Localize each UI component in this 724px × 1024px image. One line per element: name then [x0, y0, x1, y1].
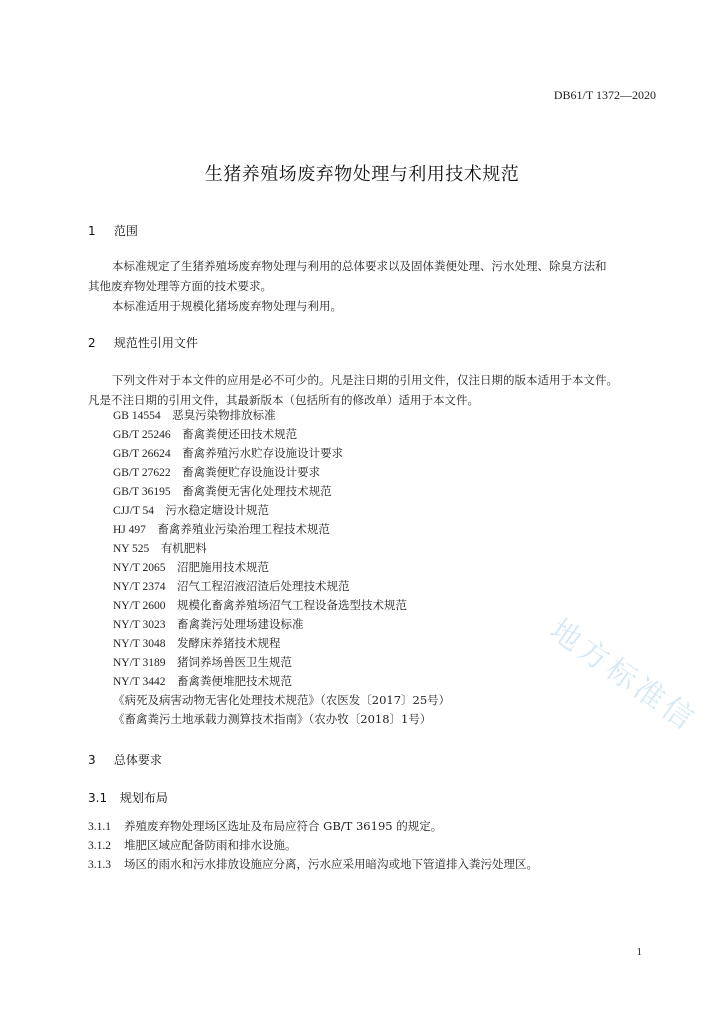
reference-code: NY/T 2065 — [113, 562, 166, 574]
reference-title: 有机肥料 — [160, 541, 207, 555]
reference-item — [113, 407, 276, 423]
reference-item — [113, 654, 292, 670]
section-title: 总体要求 — [113, 753, 162, 767]
section-number: 1 — [88, 224, 96, 238]
reference-item — [113, 521, 330, 537]
clause-item — [88, 854, 538, 875]
reference-item — [113, 578, 350, 594]
reference-title: 沼气工程沼液沼渣后处理技术规范 — [177, 579, 350, 593]
reference-item — [113, 635, 281, 651]
section-number: 2 — [88, 336, 96, 350]
paragraph-line: 其他废弃物处理等方面的技术要求。 — [88, 279, 272, 293]
reference-item — [113, 426, 297, 442]
section-2-heading — [88, 334, 198, 351]
reference-code: NY/T 3442 — [113, 676, 166, 688]
subsection-3-1-heading — [88, 789, 168, 806]
watermark: 地方标准信 — [543, 612, 703, 739]
reference-item — [113, 445, 343, 461]
section-3-heading — [88, 751, 162, 768]
reference-code: GB/T 27622 — [113, 467, 171, 479]
clause-number: 3.1.2 — [88, 840, 111, 852]
reference-title: 恶臭污染物排放标准 — [172, 408, 276, 422]
subsection-number: 3.1 — [88, 791, 108, 805]
paragraph-line: 本标准规定了生猪养殖场废弃物处理与利用的总体要求以及固体粪便处理、污水处理、除臭方法和 — [112, 259, 607, 273]
document-reference: 《病死及病害动物无害化处理技术规范》（农医发〔2017〕25号） — [113, 693, 451, 707]
clause-number: 3.1.1 — [88, 821, 111, 833]
reference-code: GB/T 26624 — [113, 448, 171, 460]
reference-item — [113, 540, 207, 556]
reference-title: 猪饲养场兽医卫生规范 — [177, 655, 292, 669]
section-title: 范围 — [113, 224, 138, 238]
reference-item — [113, 483, 332, 499]
reference-item — [113, 559, 269, 575]
reference-title: 畜禽养殖污水贮存设施设计要求 — [182, 446, 344, 460]
document-reference: 《畜禽粪污土地承载力测算技术指南》（农办牧〔2018〕1号） — [113, 712, 432, 726]
reference-code: NY/T 3023 — [113, 619, 166, 631]
paragraph-line: 下列文件对于本文件的应用是必不可少的。凡是注日期的引用文件，仅注日期的版本适用于本文件。 — [112, 373, 618, 387]
reference-code: NY/T 2374 — [113, 581, 166, 593]
reference-item — [113, 597, 407, 613]
clause-item — [88, 816, 442, 837]
reference-item — [113, 616, 304, 632]
reference-title: 畜禽粪便贮存设施设计要求 — [182, 465, 321, 479]
reference-title: 畜禽养殖业污染治理工程技术规范 — [157, 522, 330, 536]
paragraph-line: 本标准适用于规模化猪场废弃物处理与利用。 — [112, 299, 342, 313]
document-title: 生猪养殖场废弃物处理与利用技术规范 — [204, 164, 520, 185]
clause-text: 场区的雨水和污水排放设施应分离，污水应采用暗沟或地下管道排入粪污处理区。 — [124, 857, 538, 871]
reference-item — [113, 502, 269, 518]
section-1-body — [88, 256, 658, 316]
clause-number: 3.1.3 — [88, 859, 111, 871]
section-number: 3 — [88, 753, 96, 767]
reference-title: 污水稳定塘设计规范 — [165, 503, 270, 517]
reference-title: 沼肥施用技术规范 — [177, 560, 269, 574]
reference-code: HJ 497 — [113, 524, 146, 536]
section-2-intro — [88, 370, 658, 410]
reference-title: 畜禽粪便还田技术规范 — [182, 427, 298, 441]
reference-code: NY 525 — [113, 543, 150, 555]
page-number: 1 — [636, 946, 642, 958]
reference-code: GB/T 25246 — [113, 429, 171, 441]
section-1-heading — [88, 222, 138, 239]
reference-code: GB 14554 — [113, 410, 161, 422]
clause-text: 堆肥区域应配备防雨和排水设施。 — [124, 838, 297, 852]
reference-title: 畜禽粪污处理场建设标准 — [177, 617, 304, 631]
reference-title: 发酵床养猪技术规程 — [177, 636, 281, 650]
reference-title: 畜禽粪便无害化处理技术规范 — [182, 484, 332, 498]
reference-code: NY/T 3189 — [113, 657, 166, 669]
reference-code: NY/T 2600 — [113, 600, 166, 612]
reference-code: GB/T 36195 — [113, 486, 171, 498]
reference-item — [113, 673, 292, 689]
clause-text: 养殖废弃物处理场区选址及布局应符合 GB/T 36195 的规定。 — [124, 819, 443, 833]
reference-code: NY/T 3048 — [113, 638, 166, 650]
reference-item — [113, 464, 320, 480]
clause-item — [88, 835, 297, 856]
paragraph-line: 凡是不注日期的引用文件，其最新版本（包括所有的修改单）适用于本文件。 — [88, 393, 479, 407]
standard-code: DB61/T 1372—2020 — [553, 88, 656, 102]
section-title: 规范性引用文件 — [113, 336, 198, 350]
reference-code: CJJ/T 54 — [113, 505, 155, 517]
reference-title: 规模化畜禽养殖场沼气工程设备选型技术规范 — [177, 598, 407, 612]
subsection-title: 规划布局 — [119, 791, 168, 805]
reference-title: 畜禽粪便堆肥技术规范 — [177, 674, 292, 688]
